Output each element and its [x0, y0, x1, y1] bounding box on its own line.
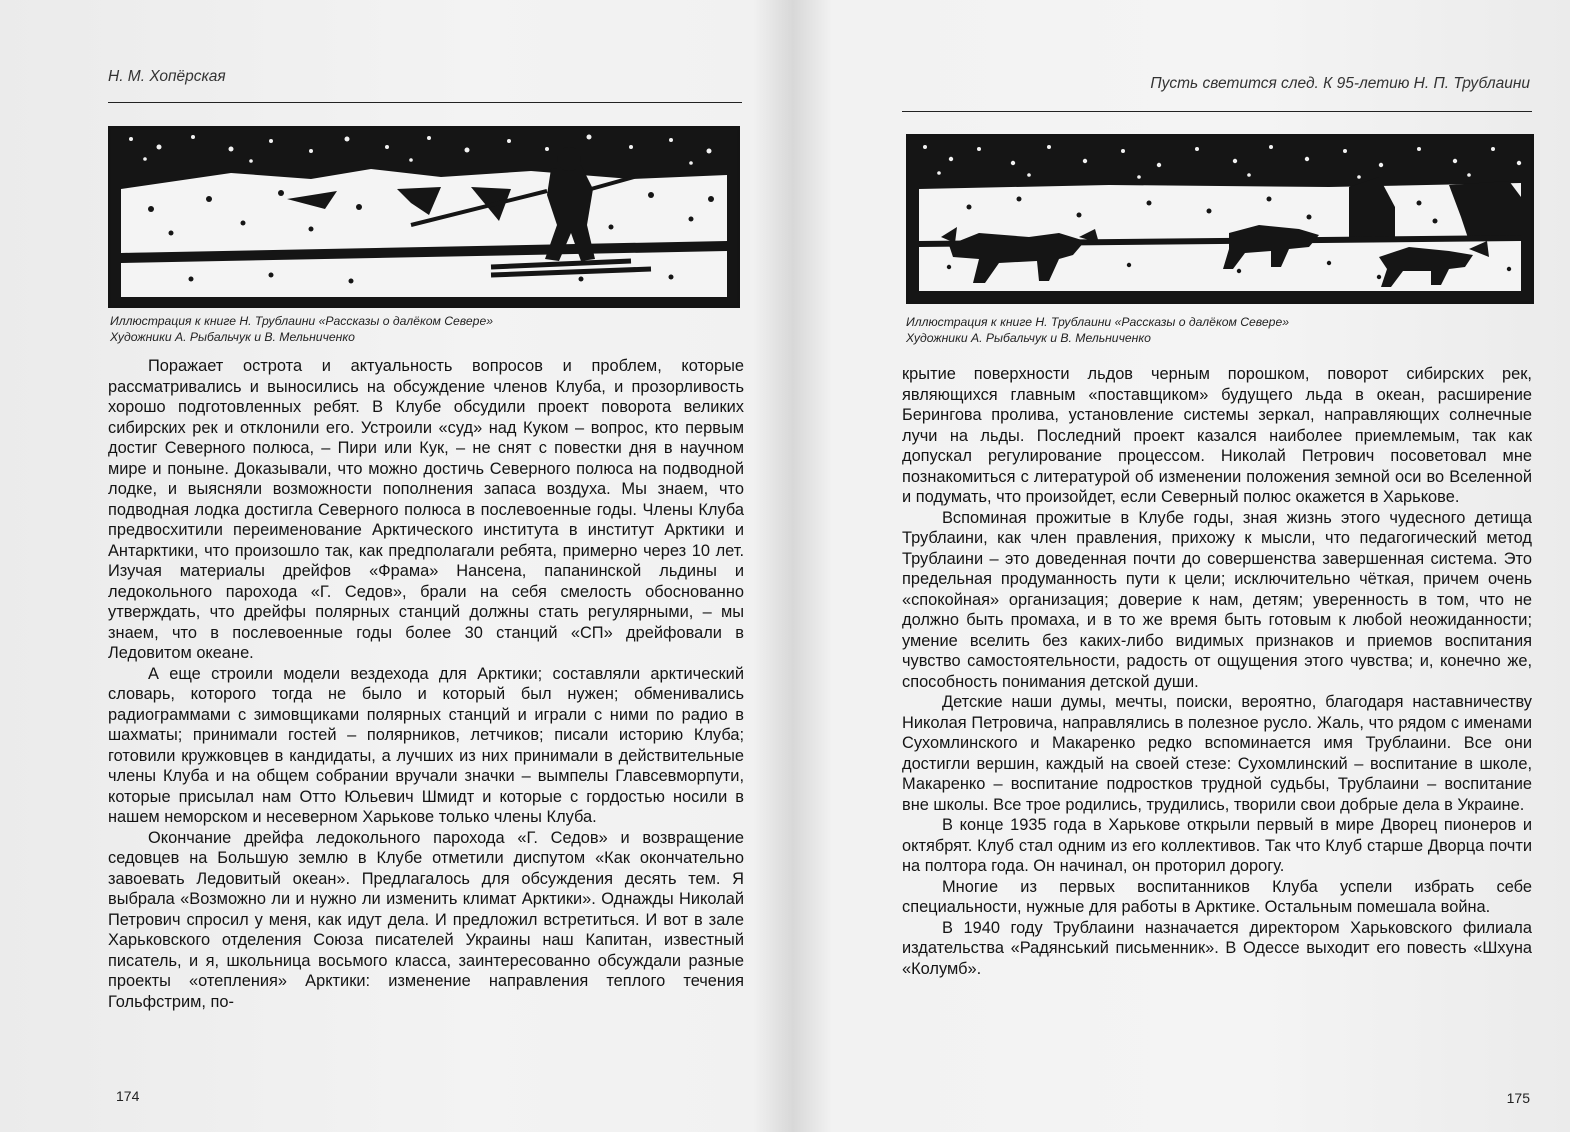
paragraph: Детские наши думы, мечты, поиски, вероятно, благодаря наставничеству Николая Петровича, направлялись в полезное русло. Жаль, что рядом с именами Сухомлинского и Макаренко редко вспоминается имя Трублаини. Все они достигли вершин, каждый на своей стезе: Сухомлинский – воспитание в школе, Макаренко – воспитание подростков трудной судьбы, Трублаини – воспитание вне школы. Все трое родились, трудились, творили свои добрые дела в Украине.: [902, 693, 1532, 814]
woodcut-wolves-illustration: [906, 134, 1534, 304]
header-rule: [108, 102, 742, 103]
paragraph: Вспоминая прожитые в Клубе годы, зная жизнь этого чудесного детища Трублаини, как член правления, прихожу к мысли, что педагогический метод Трублаини – это доведенная почти до совершенства завершенная система. Это предельная продуманность пути к цели; исключительно чёткая, причем очень «спокойная» организация; доверие к нам, детям; уверенность в том, что не должно быть промаха, и в то же время быть готовым к любой неожиданности; умение вселить без каких-либо видимых признаков и приемов воспитания чувство самостоятельности, радость от ощущения этого чувства; и, конечно же, способность понимания детской души.: [902, 508, 1532, 691]
woodcut-skier-illustration: [108, 126, 740, 308]
paragraph: А еще строили модели вездехода для Арктики; составляли арктический словарь, которого тогда не было и который был нужен; обменивались радиограммами с зимовщиками полярных станций и играли с ними по радио в шахматы; принимали гостей – полярников, летчиков; писали историю Клуба; готовили кружковцев в кандидаты, а лучших из них принимали в действительные члены Клуба и на общем собрании вручали значки – вымпелы Главсевморпути, которые присылал нам Отто Юльевич Шмидт и которые с гордостью носили в нашем неморском и несеверном Харькове только члены Клуба.: [108, 664, 744, 826]
paragraph: крытие поверхности льдов черным порошком, поворот сибирских рек, являющихся главным «поставщиком» будущего льда в океан, расширение Берингова пролива, установление системы зеркал, направляющих солнечные лучи на льды. Последний проект казался наиболее приемлемым, так как допускал регулирование процессом. Николай Петрович посоветовал мне познакомиться с литературой об изменении положения земной оси во Вселенной и подумать, что произойдет, если Северный полюс окажется в Харькове.: [902, 365, 1532, 506]
page-number: 175: [1506, 1090, 1530, 1106]
paragraph: Окончание дрейфа ледокольного парохода «Г. Седов» и возвращение седовцев на Большую землю в Клубе отметили диспутом «Как окончательно завоевать Ледовитый океан». Предлагалось для обсуждения десять тем. Я выбрала «Возможно ли и нужно ли изменить климат Арктики». Однажды Николай Петрович спросил у меня, как идут дела. И предложил встретиться. И вот в зале Харьковского отделения Союза писателей Украины наш Капитан, известный писатель, и я, школьница восьмого класса, заинтересованно обсуждали разные проекты «отепления» Арктики: изменение направления теплого течения Гольфстрим, по-: [108, 828, 744, 1011]
header-rule: [902, 111, 1532, 112]
paragraph: Многие из первых воспитанников Клуба успели избрать себе специальности, нужные для работы в Арктике. Остальным помешала война.: [902, 877, 1532, 916]
caption-line: Иллюстрация к книге Н. Трублаини «Рассказы о далёком Севере»: [110, 314, 493, 328]
paragraph: В конце 1935 года в Харькове открыли первый в мире Дворец пионеров и октябрят. Клуб стал одним из его коллективов. Так что Клуб старше Дворца почти на полтора года. Он начинал, он проторил дорогу.: [902, 816, 1532, 875]
skier-woodcut-icon: [111, 129, 737, 305]
paragraph: В 1940 году Трублаини назначается директором Харьковского филиала издательства «Радянський письменник». В Одессе выходит его повесть «Шхуна «Колумб».: [902, 918, 1532, 978]
page-number: 174: [116, 1088, 140, 1104]
caption-line: Художники А. Рыбальчук и В. Мельниченко: [906, 331, 1151, 345]
running-head-title: Пусть светится след. К 95-летию Н. П. Трублаини: [1150, 75, 1530, 92]
right-page: [790, 0, 1570, 1132]
left-page: [0, 0, 780, 1132]
main-text: [108, 356, 744, 1012]
illustration-caption: [906, 314, 1289, 346]
caption-line: Иллюстрация к книге Н. Трублаини «Рассказы о далёком Севере»: [906, 315, 1289, 329]
caption-line: Художники А. Рыбальчук и В. Мельниченко: [110, 330, 355, 344]
illustration-caption: [110, 313, 493, 345]
main-text: [902, 364, 1532, 979]
running-head-author: Н. М. Хопёрская: [108, 68, 226, 85]
wolves-woodcut-icon: [909, 137, 1531, 301]
paragraph: Поражает острота и актуальность вопросов и проблем, которые рассматривались и выносились на обсуждение членов Клуба, и прозорливость хорошо подготовленных ребят. В Клубе обсудили проект поворота великих сибирских рек и отклонили его. Устроили «суд» над Куком – вопрос, кто первым достиг Северного полюса, – Пири или Кук, – не снят с повестки дня в научном мире и поныне. Доказывали, что можно достичь Северного полюса на подводной лодке, и выясняли возможности пополнения запаса воздуха. Мы знаем, что подводная лодка достигла Северного полюса в послевоенные годы. Члены Клуба предвосхитили переименование Арктического института в институт Арктики и Антарктики, что произошло так, как предполагали ребята, примерно через 10 лет. Изучая материалы дрейфов «Фрама» Нансена, папанинской льдины и ледокольного парохода «Г. Седов», брали на себя смелость обоснованно утверждать, что дрейфы полярных станций должны стать регулярными, – мы знаем, что в послевоенные годы более 30 станций «СП» дрейфовали в Ледовитом океане.: [108, 357, 744, 662]
